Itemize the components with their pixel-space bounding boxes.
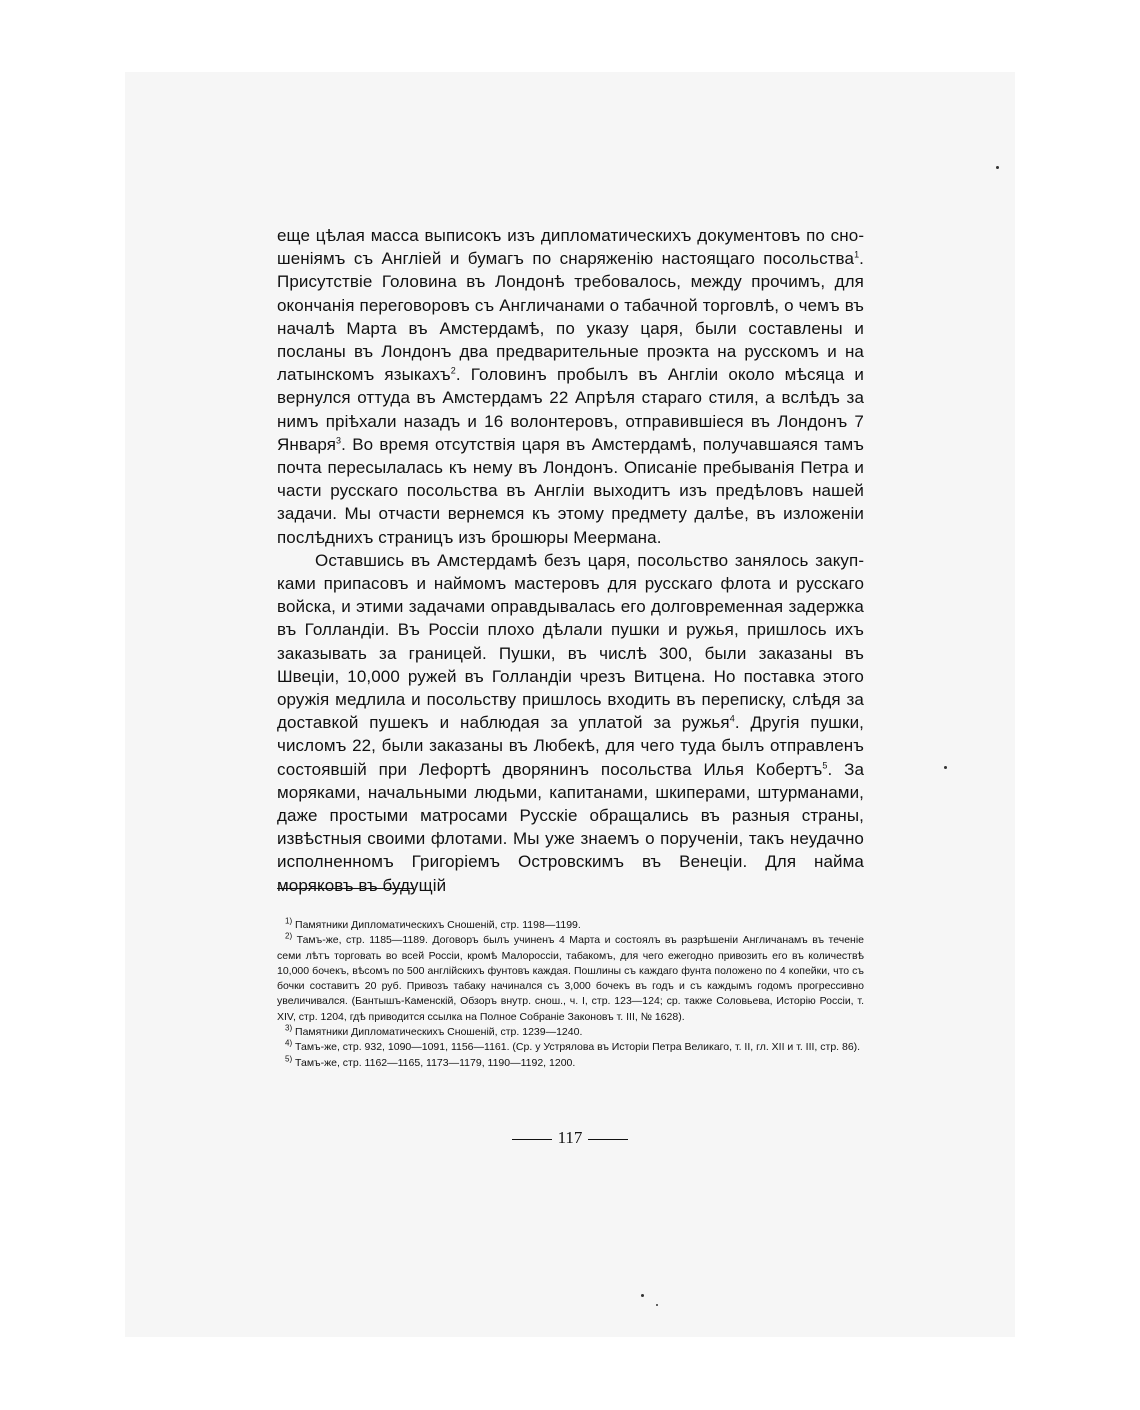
scan-speck [656, 1304, 658, 1306]
scan-speck [944, 766, 947, 769]
footnote: $^{3)}$ Памятники Дипломатическихъ Сношеній, стр. 1239—1240. [285, 1023, 583, 1039]
footnote-ref[interactable]: 3 [336, 435, 342, 446]
footnote: $^{4)}$ Тамъ-же, стр. 932, 1090—1091, 1156—1161. (Ср. у Устрялова въ Исторіи Петра Великаго, т. II, гл. XII и т. III, стр. 86). [285, 1038, 861, 1054]
footnote-divider [277, 888, 413, 889]
paragraph-2: Оставшись въ Амстердамѣ безъ царя, посольство занялось закупками припасовъ и наймомъ мастеровъ для русскаго флота и русскаго войска, и этими задачами оправдывалась его долговременная задержка въ Голландіи. Въ Россіи плохо дѣлали пушки и ружья, пришлось ихъ заказывать за границей. Пушки, въ числѣ 300, были заказаны въ Швеціи, 10,000 ружей въ Голландіи чрезъ Витцена. Но поставка этого оружія медлила и посольству пришлось входить въ переписку, слѣдя за доставкой пушекъ и наблюдая за уплатой за ружья$^4$. Другія пушки, числомъ 22, были заказаны въ Любекѣ, для чего туда былъ отправленъ состоявшій при Лефортѣ дворянинъ посольства Илья Кобертъ$^5$. За моряками, начальными людьми, капитанами, шкиперами, штурманами, даже простыми матросами Русскіе обращались въ разныя страны, извѣстныя своими флотами. Мы уже знаемъ о порученіи, такъ неудачно исполненномъ Григоріемъ Островскимъ въ Венеціи. Для найма моряковъ въ будущій [277, 550, 865, 895]
footnote-ref[interactable]: 4 [729, 713, 735, 724]
paragraph-1: еще цѣлая масса выписокъ изъ дипломатическихъ документовъ по сношеніямъ съ Англіей и бумагъ по снаряженію настоящаго посольства$^1$. Присутствіе Головина въ Лондонѣ требовалось, между прочимъ, для окончанія переговоровъ съ Англичанами о табачной торговлѣ, о чемъ въ началѣ Марта въ Амстердамѣ, по указу царя, были составлены и посланы въ Лондонъ два предварительные проэкта на русскомъ и на латынскомъ языкахъ$^2$. Головинъ пробылъ въ Англіи около мѣсяца и вернулся оттуда въ Амстердамъ 22 Апрѣля стараго стиля, а вслѣдъ за нимъ пріѣхали назадъ и 16 волонтеровъ, отправившіеся въ Лондонъ 7 Января$^3$. Во время отсутствія царя въ Амстердамѣ, получавшаяся тамъ почта пересылалась къ нему въ Лондонъ. Описаніе пребыванія Петра и части русскаго посольства въ Англіи выходитъ изъ предѣловъ нашей задачи. Мы отчасти вернемся къ этому предмету далѣе, въ изложеніи послѣднихъ страницъ изъ брошюры Меермана. [277, 226, 864, 547]
footnote: $^{2)}$ Тамъ-же, стр. 1185—1189. Договоръ былъ учиненъ 4 Марта и состоялъ въ разрѣшеніи Англичанамъ въ теченіе семи лѣтъ торговать во всей Россіи, кромѣ Малороссіи, табакомъ, для чего ежегодно привозить его въ количествѣ 10,000 бочекъ, вѣсомъ по 500 англійскихъ фунтовъ каждая. Пошлины съ каждаго фунта положено по 4 копейки, что съ бочки составитъ 20 руб. Привозъ табаку начинался съ 3,000 бочекъ въ годъ и съ каждымъ годомъ прогрессивно увеличивался. (Бантышъ-Каменскій, Обзоръ внутр. снош., ч. I, стр. 123—124; ср. также Соловьева, Исторію Россіи, т. XIV, стр. 1204, гдѣ приводится ссылка на Полное Собраніе Законовъ т. III, № 1628). [277, 931, 865, 1023]
footnote: $^{1)}$ Памятники Дипломатическихъ Сношеній, стр. 1198—1199. [285, 916, 581, 931]
page-number: 117 [0, 1128, 1140, 1148]
main-text [277, 224, 864, 897]
footnotes [277, 918, 864, 1071]
footnote-ref[interactable]: 5 [822, 760, 828, 771]
footnote-ref[interactable]: 1 [854, 249, 860, 260]
page-number-dash [512, 1139, 552, 1140]
scan-speck [641, 1294, 644, 1297]
scan-speck [996, 166, 999, 169]
footnote: $^{5)}$ Тамъ-же, стр. 1162—1165, 1173—1179, 1190—1192, 1200. [285, 1054, 576, 1069]
footnote-ref[interactable]: 2 [450, 365, 456, 376]
page-number-dash [588, 1139, 628, 1140]
